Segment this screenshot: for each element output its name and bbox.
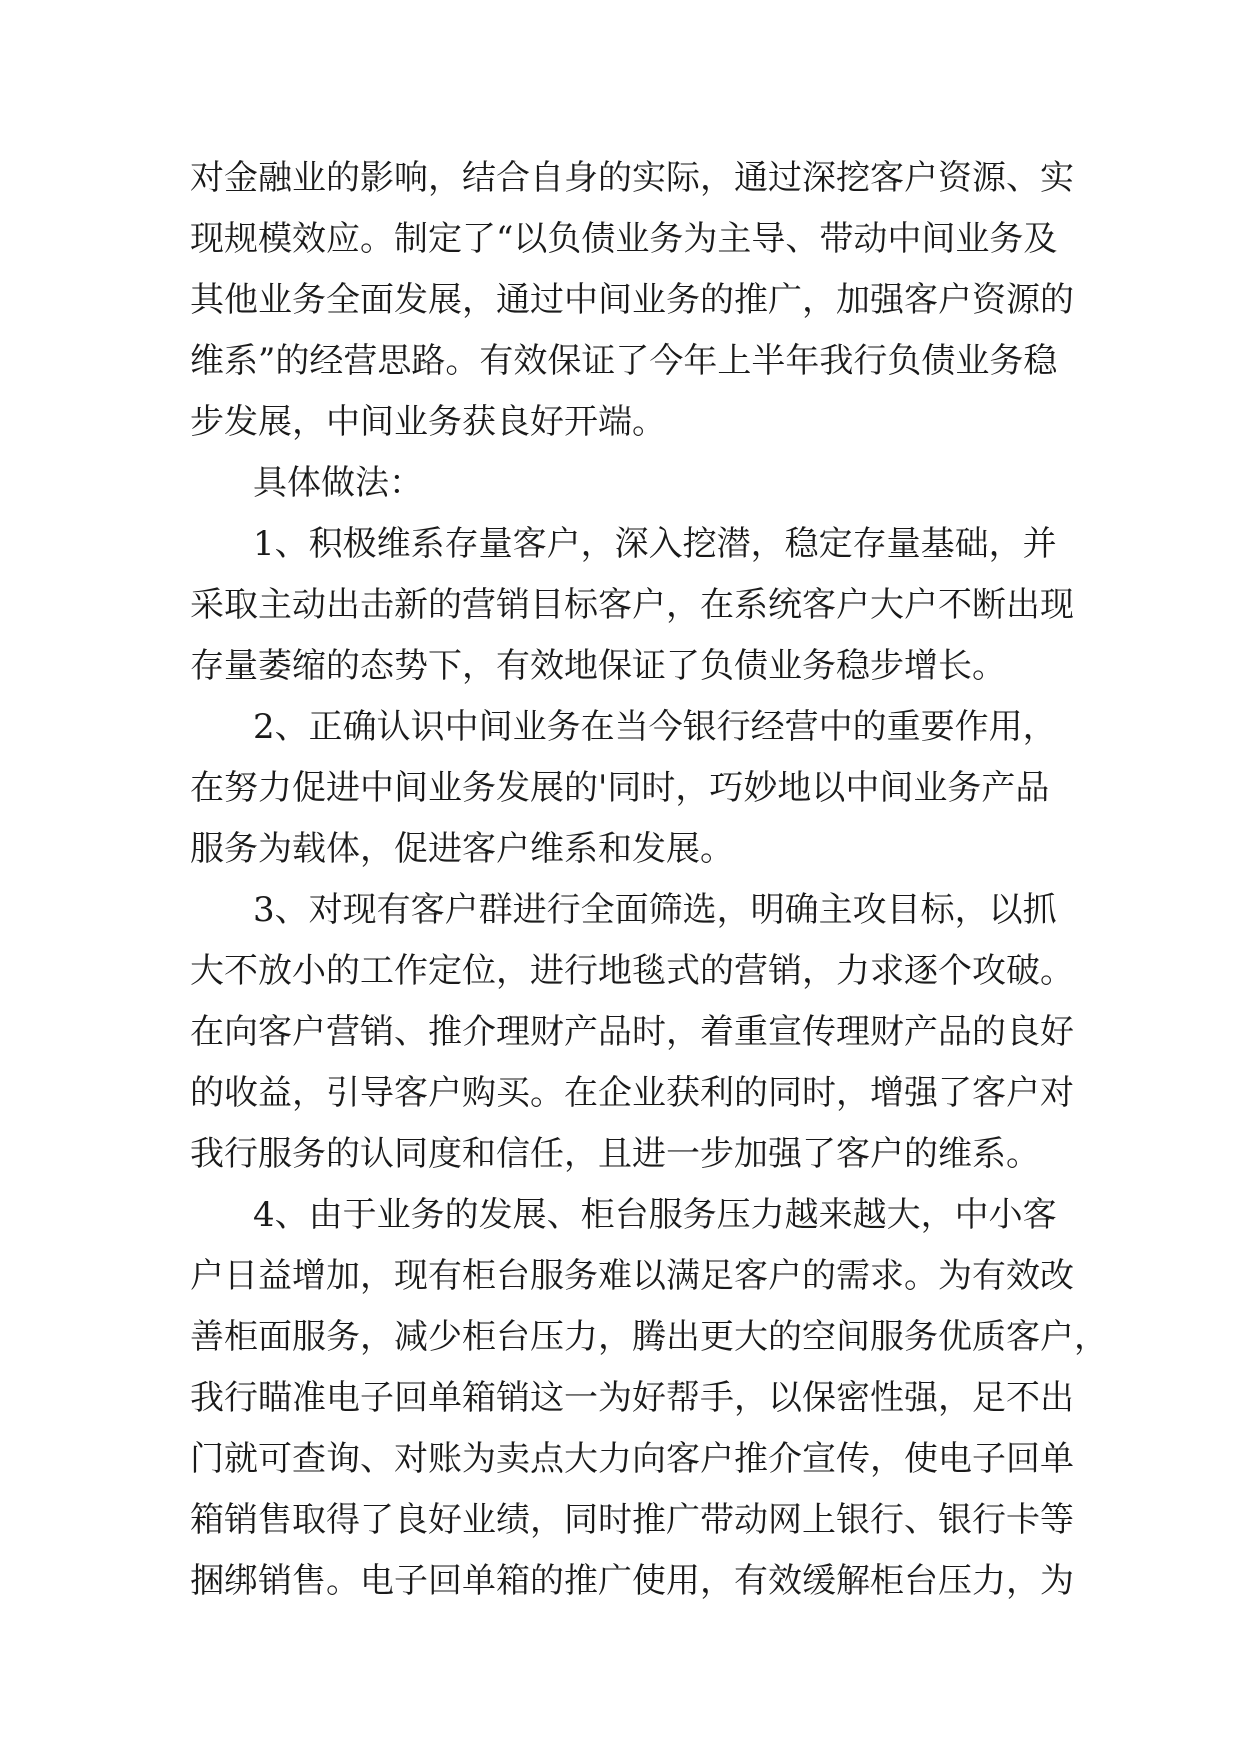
text-line: 维系”的经营思路。有效保证了今年上半年我行负债业务稳 xyxy=(190,341,1058,381)
text-line: 在向客户营销、推介理财产品时，着重宣传理财产品的良好 xyxy=(190,1012,1074,1052)
text-line: 存量萎缩的态势下，有效地保证了负债业务稳步增长。 xyxy=(190,646,1006,686)
text-line: 2、正确认识中间业务在当今银行经营中的重要作用， xyxy=(253,707,1057,747)
text-line: 服务为载体，促进客户维系和发展。 xyxy=(190,829,734,869)
text-line: 大不放小的工作定位，进行地毯式的营销，力求逐个攻破。 xyxy=(190,951,1074,991)
text-line: 1、积极维系存量客户，深入挖潜，稳定存量基础，并 xyxy=(253,524,1057,564)
body-text xyxy=(190,148,1108,1612)
text-line: 步发展，中间业务获良好开端。 xyxy=(190,402,666,442)
text-line: 捆绑销售。电子回单箱的推广使用，有效缓解柜台压力，为 xyxy=(190,1561,1074,1601)
text-line: 在努力促进中间业务发展的'同时，巧妙地以中间业务产品 xyxy=(190,768,1050,808)
text-line: 我行服务的认同度和信任，且进一步加强了客户的维系。 xyxy=(190,1134,1040,1174)
text-line: 采取主动出击新的营销目标客户，在系统客户大户不断出现 xyxy=(190,585,1074,625)
text-line: 我行瞄准电子回单箱销这一为好帮手，以保密性强，足不出 xyxy=(190,1378,1074,1418)
text-line: 其他业务全面发展，通过中间业务的推广，加强客户资源的 xyxy=(190,280,1074,320)
text-line: 户日益增加，现有柜台服务难以满足客户的需求。为有效改 xyxy=(190,1256,1074,1296)
text-line: 现规模效应。制定了“以负债业务为主导、带动中间业务及 xyxy=(190,219,1058,259)
text-line: 具体做法： xyxy=(253,463,423,503)
text-line: 门就可查询、对账为卖点大力向客户推介宣传，使电子回单 xyxy=(190,1439,1074,1479)
text-line: 善柜面服务，减少柜台压力，腾出更大的空间服务优质客户， xyxy=(190,1317,1108,1357)
text-line: 4、由于业务的发展、柜台服务压力越来越大，中小客 xyxy=(253,1195,1057,1235)
text-line: 箱销售取得了良好业绩，同时推广带动网上银行、银行卡等 xyxy=(190,1500,1074,1540)
text-line: 3、对现有客户群进行全面筛选，明确主攻目标，以抓 xyxy=(253,890,1057,930)
text-line: 对金融业的影响，结合自身的实际，通过深挖客户资源、实 xyxy=(190,158,1074,198)
text-line: 的收益，引导客户购买。在企业获利的同时，增强了客户对 xyxy=(190,1073,1074,1113)
